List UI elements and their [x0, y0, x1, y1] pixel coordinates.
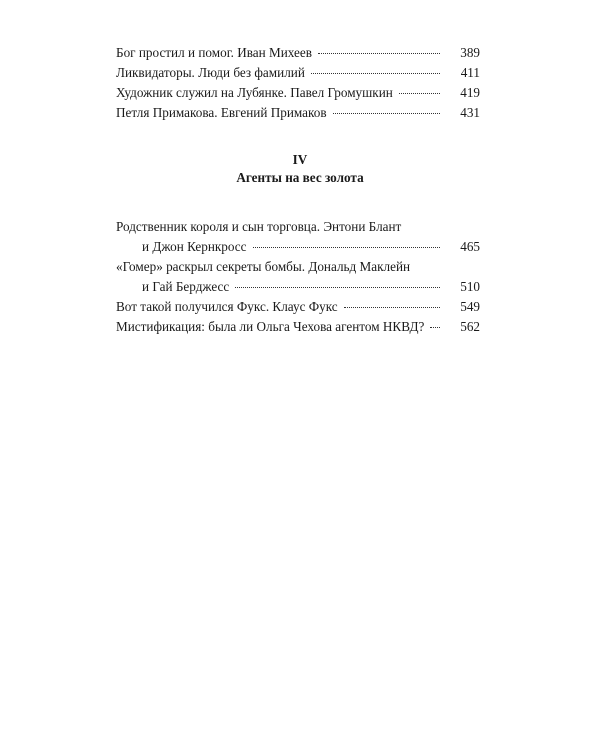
toc-entry — [116, 83, 480, 103]
toc-bottom-list — [116, 217, 480, 337]
leader-dots — [253, 246, 440, 248]
toc-entry-page: 549 — [460, 299, 480, 314]
toc-entry-title: Мистификация: была ли Ольга Чехова агентом НКВД? — [116, 319, 425, 334]
toc-entry-title: Петля Примакова. Евгений Примаков — [116, 105, 327, 120]
toc-entry-title-line2: и Гай Берджесс — [142, 279, 230, 294]
leader-dots — [399, 92, 440, 94]
toc-entry-page: 389 — [460, 45, 480, 60]
toc-entry — [116, 297, 480, 317]
toc-entry — [116, 217, 480, 257]
toc-entry-page: 562 — [460, 319, 480, 334]
leader-dots — [344, 306, 440, 308]
toc-entry-title-line2: и Джон Кернкросс — [142, 239, 247, 254]
leader-dots — [311, 72, 440, 74]
toc-entry-title: Ликвидаторы. Люди без фамилий — [116, 65, 305, 80]
toc-entry-title: Художник служил на Лубянке. Павел Громушкин — [116, 85, 393, 100]
toc-entry — [116, 63, 480, 83]
toc-entry-page: 465 — [460, 239, 480, 254]
leader-dots — [430, 326, 440, 328]
leader-dots — [333, 112, 440, 114]
toc-entry-page: 431 — [460, 105, 480, 120]
toc-entry-title-line1: Родственник короля и сын торговца. Энтони Блант — [116, 219, 402, 234]
toc-entry — [116, 103, 480, 123]
toc-entry — [116, 317, 480, 337]
toc-entry — [116, 257, 480, 297]
leader-dots — [318, 52, 440, 54]
toc-entry-page: 411 — [460, 65, 480, 80]
toc-entry — [116, 43, 480, 63]
toc-entry-page: 419 — [460, 85, 480, 100]
toc-entry-title: Бог простил и помог. Иван Михеев — [116, 45, 312, 60]
toc-top-list — [116, 43, 480, 123]
section-title: Агенты на вес золота — [236, 170, 364, 185]
toc-entry-title-line1: «Гомер» раскрыл секреты бомбы. Дональд Маклейн — [116, 259, 411, 274]
toc-entry-page: 510 — [460, 279, 480, 294]
leader-dots — [235, 286, 440, 288]
toc-entry-title: Вот такой получился Фукс. Клаус Фукс — [116, 299, 338, 314]
section-number: IV — [292, 152, 308, 167]
